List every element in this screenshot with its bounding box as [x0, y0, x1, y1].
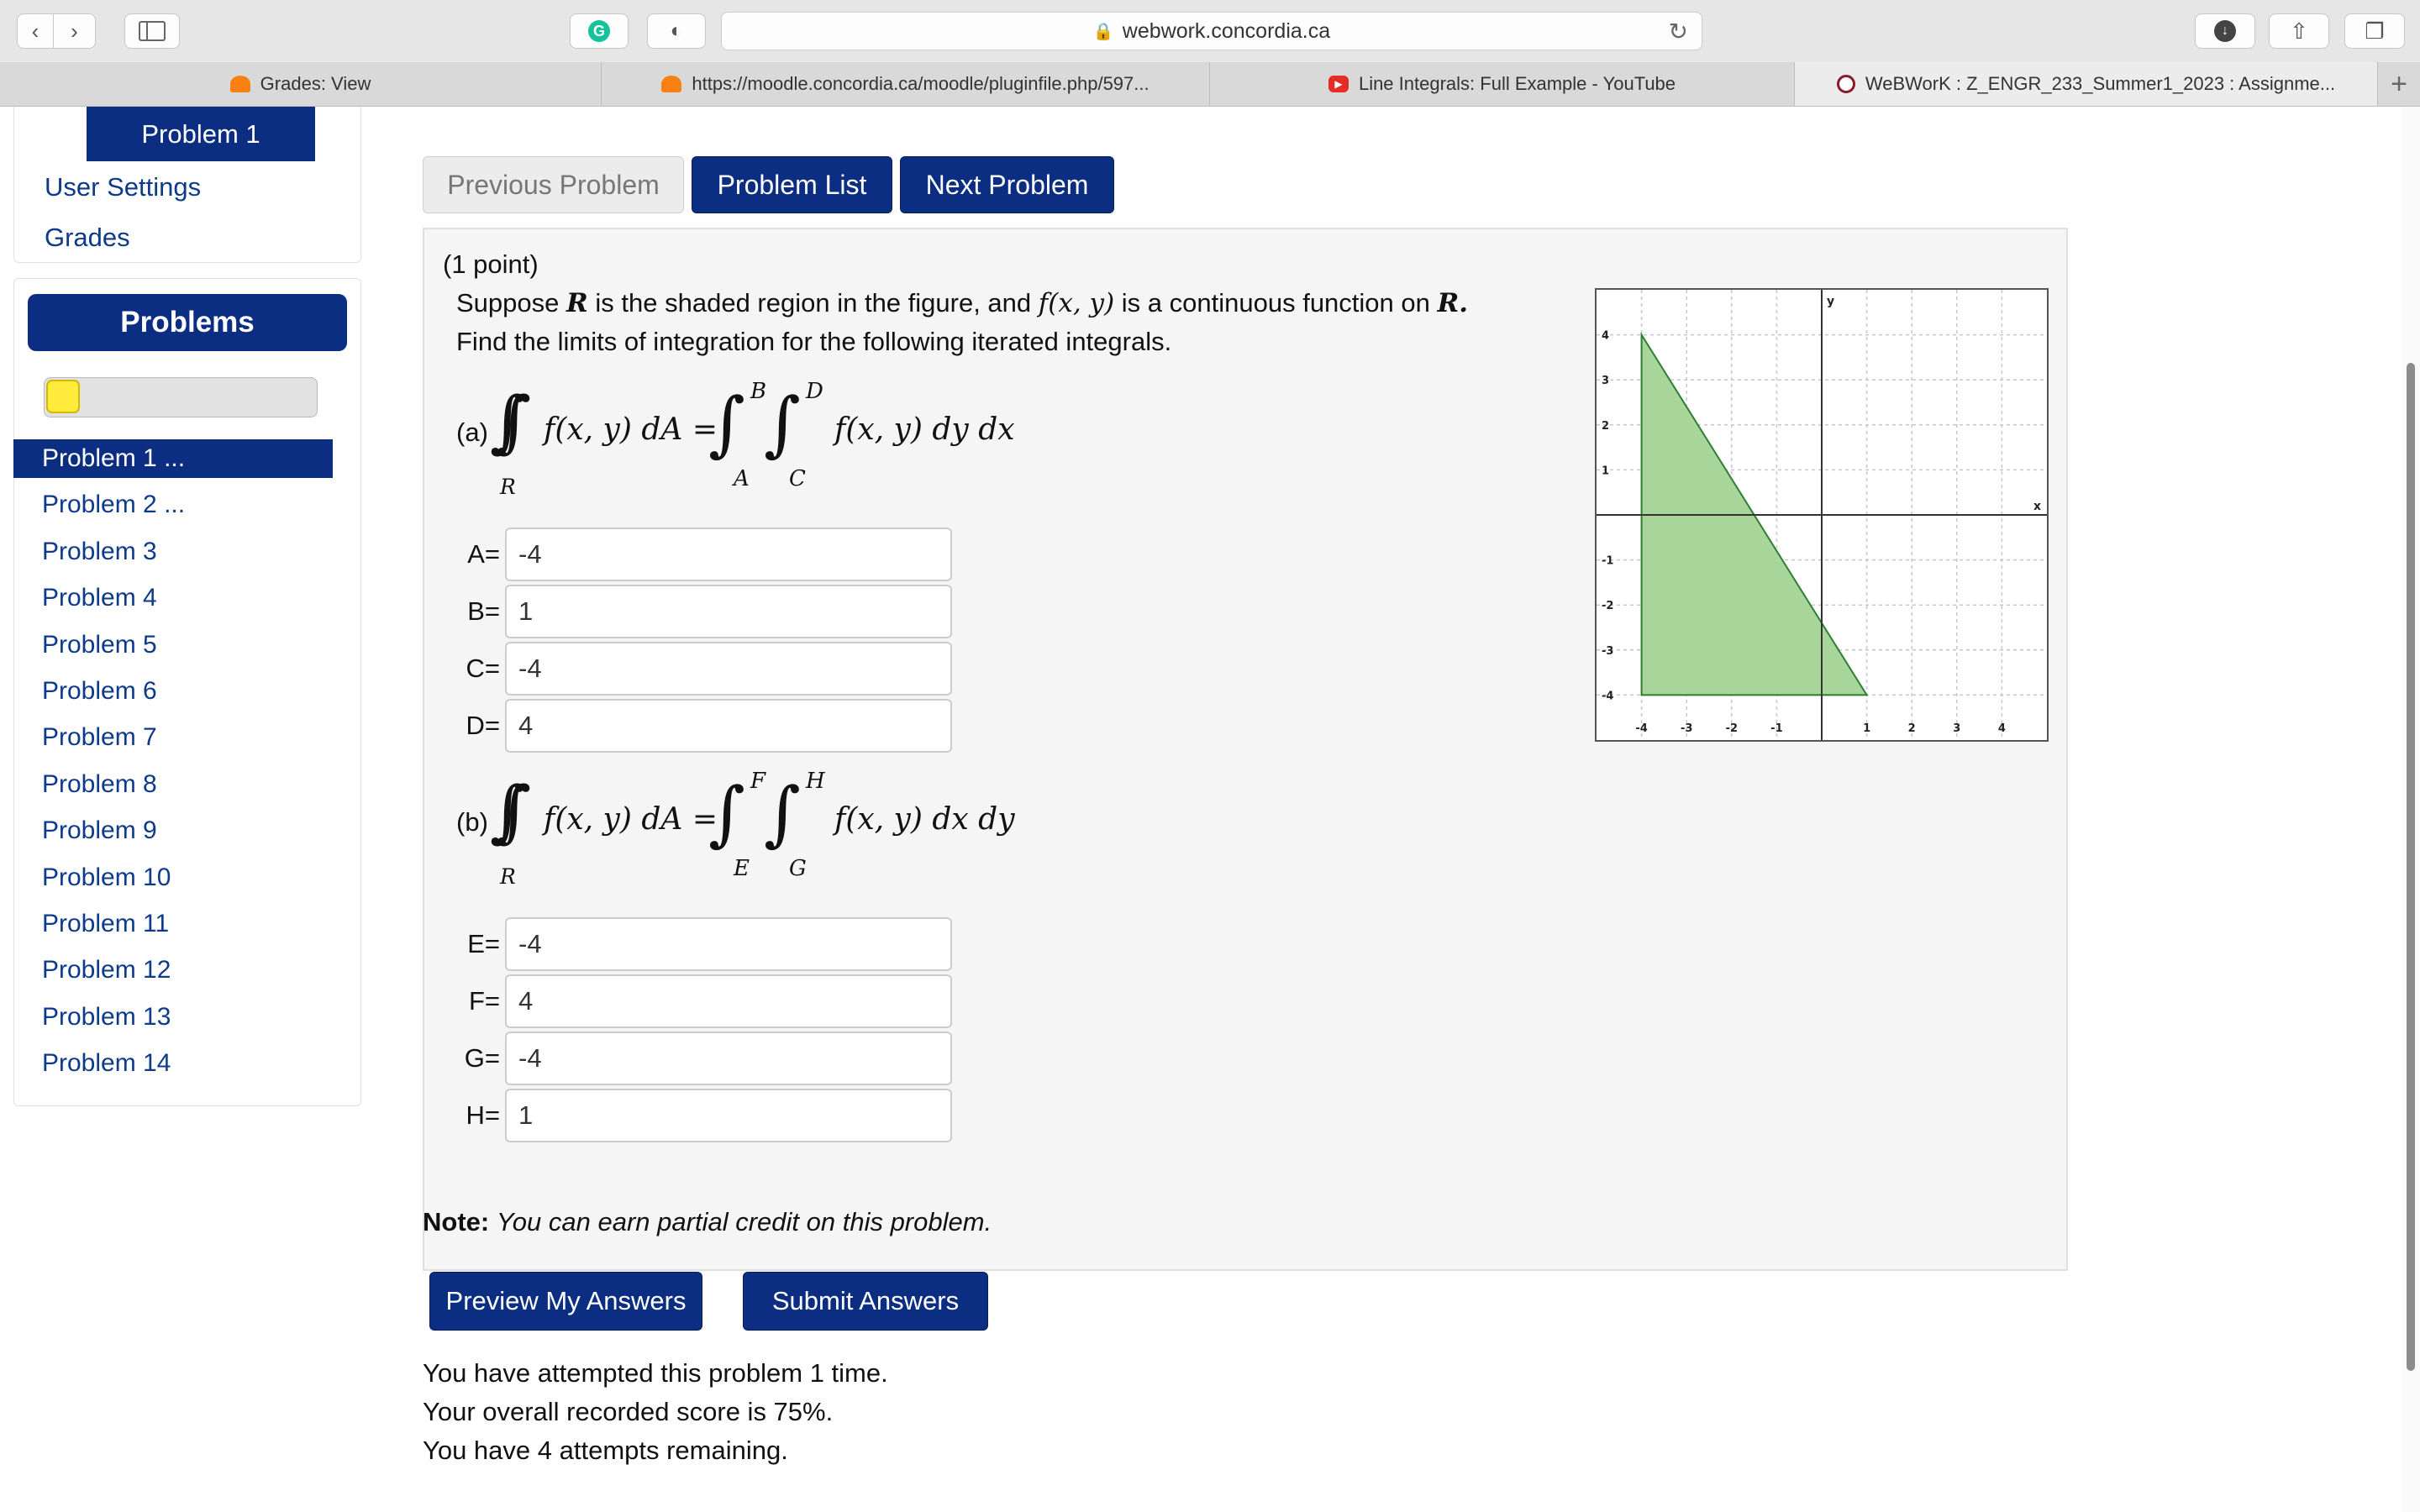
previous-problem-button[interactable]: Previous Problem: [423, 156, 684, 213]
sidebar-problem-link[interactable]: Problem 1 ...: [13, 439, 333, 478]
sidebar-toggle-button[interactable]: [124, 13, 180, 49]
privacy-shield-button[interactable]: [647, 13, 706, 49]
answer-input-e[interactable]: [505, 917, 952, 971]
sidebar-icon: [139, 21, 166, 41]
downloads-button[interactable]: [2195, 13, 2255, 49]
double-integral-symbol: ∫∫: [490, 382, 503, 460]
reload-icon[interactable]: ↻: [1668, 18, 1688, 45]
double-integral-symbol: ∫∫: [490, 772, 503, 850]
sidebar-problem-link[interactable]: Problem 5: [42, 630, 157, 659]
answer-input-c[interactable]: [505, 642, 952, 696]
answer-label: A=: [467, 539, 500, 569]
equation-part-a: [456, 379, 1128, 500]
sidebar-problem-link[interactable]: Problem 3: [42, 537, 157, 565]
scrollbar-thumb[interactable]: [2407, 363, 2415, 1371]
answer-label: F=: [468, 986, 500, 1016]
preview-answers-button[interactable]: Preview My Answers: [429, 1272, 702, 1331]
answer-row: [455, 1031, 952, 1086]
y-tick-label: 4: [1602, 329, 1610, 343]
limit-H: H: [806, 769, 825, 794]
answer-row: [455, 1088, 952, 1143]
url-text: webwork.concordia.ca: [1122, 18, 1331, 43]
y-axis-label: y: [1827, 295, 1835, 308]
note-text: You can earn partial credit on this problem.: [496, 1207, 992, 1236]
answer-label: D=: [466, 711, 500, 740]
x-tick-label: 2: [1907, 722, 1916, 735]
address-bar[interactable]: [721, 12, 1702, 50]
chevron-right-icon: ›: [71, 18, 78, 44]
limit-F: F: [750, 769, 766, 794]
tab-bar: [0, 62, 2420, 107]
region-graph-svg: [1597, 290, 2047, 740]
problem-points: (1 point): [443, 249, 539, 279]
x-tick-label: -2: [1725, 722, 1739, 735]
moodle-icon: [230, 76, 250, 92]
integrand-rhs: f(x, y) dx dy: [834, 802, 1015, 837]
region-subscript: R: [500, 864, 516, 889]
attempts-status: You have attempted this problem 1 time.: [423, 1358, 888, 1388]
answer-input-a[interactable]: [505, 528, 952, 581]
part-a-label: (a): [456, 417, 488, 447]
sidebar-problem-link[interactable]: Problem 14: [42, 1049, 171, 1078]
sidebar-problem-link[interactable]: Problem 11: [42, 910, 170, 937]
page-scrollbar[interactable]: [2402, 107, 2420, 1512]
answer-row: [455, 974, 952, 1029]
x-tick-label: -3: [1680, 722, 1693, 735]
outer-integral-symbol: ∫: [708, 382, 745, 465]
y-tick-label: -3: [1602, 644, 1614, 658]
moodle-icon: [661, 76, 681, 92]
sidebar-main-menu: [13, 107, 361, 263]
answer-input-g[interactable]: [505, 1032, 952, 1085]
youtube-icon: ▶: [1328, 76, 1349, 92]
note-label: Note:: [423, 1207, 490, 1236]
answer-label: G=: [464, 1043, 500, 1073]
problem-list-button[interactable]: Problem List: [692, 156, 892, 213]
answer-label: E=: [467, 929, 500, 958]
y-tick-label: 1: [1602, 465, 1610, 478]
tab-grades[interactable]: [0, 62, 602, 106]
score-status: Your overall recorded score is 75%.: [423, 1397, 834, 1426]
problems-header: Problems: [28, 294, 347, 351]
share-icon: ⇧: [2290, 18, 2308, 44]
browser-toolbar: [0, 0, 2420, 63]
limit-B: B: [750, 379, 767, 404]
sidebar-problem-link[interactable]: Problem 7: [42, 723, 157, 752]
webwork-icon: [1837, 75, 1855, 93]
y-tick-label: -1: [1602, 554, 1614, 568]
progress-bar-fill: [46, 380, 80, 413]
tab-moodle-pluginfile[interactable]: [602, 62, 1210, 106]
x-tick-label: 3: [1953, 722, 1961, 735]
shield-icon: ◐: [670, 19, 683, 42]
answer-row: [455, 916, 952, 972]
grammarly-icon: G: [588, 20, 610, 42]
part-b-label: (b): [456, 807, 488, 837]
partial-credit-note: [423, 1207, 992, 1237]
answer-label: H=: [466, 1100, 500, 1130]
stmt-text: Suppose: [456, 288, 560, 318]
sidebar-problem-link[interactable]: Problem 2 ...: [42, 491, 186, 519]
share-button[interactable]: [2269, 13, 2329, 49]
lock-icon: 🔒: [1092, 22, 1114, 41]
grammarly-extension-button[interactable]: [570, 13, 629, 49]
integrand-rhs: f(x, y) dy dx: [834, 412, 1015, 447]
page-content: [0, 107, 2420, 1512]
answer-row: [455, 641, 952, 696]
sidebar-problem-link[interactable]: Problem 12: [42, 956, 171, 984]
integrand-lhs: f(x, y) dA =: [544, 802, 718, 837]
sidebar-problem-link[interactable]: Problem 13: [42, 1002, 171, 1031]
answer-label: C=: [466, 654, 500, 683]
back-button[interactable]: [17, 13, 54, 49]
submit-answers-button[interactable]: Submit Answers: [743, 1272, 988, 1331]
answer-input-h[interactable]: [505, 1089, 952, 1142]
problem-body: [423, 228, 2068, 1271]
outer-integral-symbol: ∫: [708, 772, 745, 854]
inner-integral-symbol: ∫: [764, 382, 801, 465]
stmt-text: is the shaded region in the figure, and: [595, 288, 1032, 318]
stmt-function-symbol: f(x, y): [1038, 288, 1115, 318]
y-tick-label: 3: [1602, 375, 1610, 388]
region-graph: [1595, 288, 2049, 742]
new-tab-button[interactable]: [2378, 62, 2420, 106]
y-tick-label: 2: [1602, 419, 1610, 433]
x-tick-label: -1: [1770, 722, 1783, 735]
y-tick-label: -4: [1602, 690, 1614, 703]
grades-link[interactable]: Grades: [45, 223, 130, 252]
plus-icon: +: [2391, 67, 2407, 100]
tab-webwork[interactable]: [1795, 62, 2378, 106]
problem-statement-line2: Find the limits of integration for the following iterated integrals.: [456, 327, 1172, 356]
tab-title: https://moodle.concordia.ca/moodle/pluginfile.php/597...: [692, 73, 1150, 94]
answer-input-d[interactable]: [505, 699, 952, 753]
x-tick-label: -4: [1635, 722, 1648, 735]
tabs-icon: ❐: [2365, 18, 2385, 44]
answer-input-b[interactable]: [505, 585, 952, 638]
tab-youtube[interactable]: [1210, 62, 1795, 106]
tab-title: Line Integrals: Full Example - YouTube: [1358, 73, 1676, 94]
equation-part-b: [456, 769, 1128, 890]
limit-A: A: [734, 466, 750, 491]
current-problem-link[interactable]: Problem 1: [87, 107, 315, 161]
limit-C: C: [789, 466, 806, 491]
answer-row: [455, 584, 952, 639]
forward-button[interactable]: [54, 13, 96, 49]
region-subscript: R: [500, 475, 516, 499]
user-settings-link[interactable]: User Settings: [45, 172, 202, 202]
limit-D: D: [806, 379, 823, 404]
remaining-status: You have 4 attempts remaining.: [423, 1436, 788, 1465]
chevron-left-icon: ‹: [31, 18, 39, 44]
sidebar-problem-link[interactable]: Problem 8: [42, 769, 157, 798]
answer-label: B=: [467, 596, 500, 626]
stmt-region-symbol: R.: [1437, 288, 1469, 318]
sidebar-problem-link[interactable]: Problem 6: [42, 677, 157, 705]
tab-overview-button[interactable]: [2344, 13, 2405, 49]
tab-title: Grades: View: [260, 73, 371, 94]
stmt-text: is a continuous function on: [1121, 288, 1430, 318]
stmt-region-symbol: R: [566, 288, 588, 318]
answer-row: [455, 698, 952, 753]
progress-bar: [44, 377, 318, 417]
x-tick-label: 1: [1863, 722, 1871, 735]
problem-statement-line1: [456, 288, 1468, 318]
tab-title: WeBWorK : Z_ENGR_233_Summer1_2023 : Assignme...: [1865, 73, 2336, 94]
sidebar-problem-link[interactable]: Problem 9: [42, 816, 157, 845]
sidebar-problem-link[interactable]: Problem 4: [42, 584, 157, 612]
limit-G: G: [789, 856, 807, 881]
download-icon: ↓: [2214, 20, 2236, 42]
answer-row: [455, 527, 952, 582]
answer-input-f[interactable]: [505, 974, 952, 1028]
next-problem-button[interactable]: Next Problem: [900, 156, 1114, 213]
x-axis-label: x: [2033, 500, 2042, 513]
x-tick-label: 4: [1997, 722, 2006, 735]
limit-E: E: [734, 856, 750, 881]
integrand-lhs: f(x, y) dA =: [544, 412, 718, 447]
sidebar-problem-link[interactable]: Problem 10: [42, 863, 171, 891]
inner-integral-symbol: ∫: [764, 772, 801, 854]
y-tick-label: -2: [1602, 600, 1614, 613]
